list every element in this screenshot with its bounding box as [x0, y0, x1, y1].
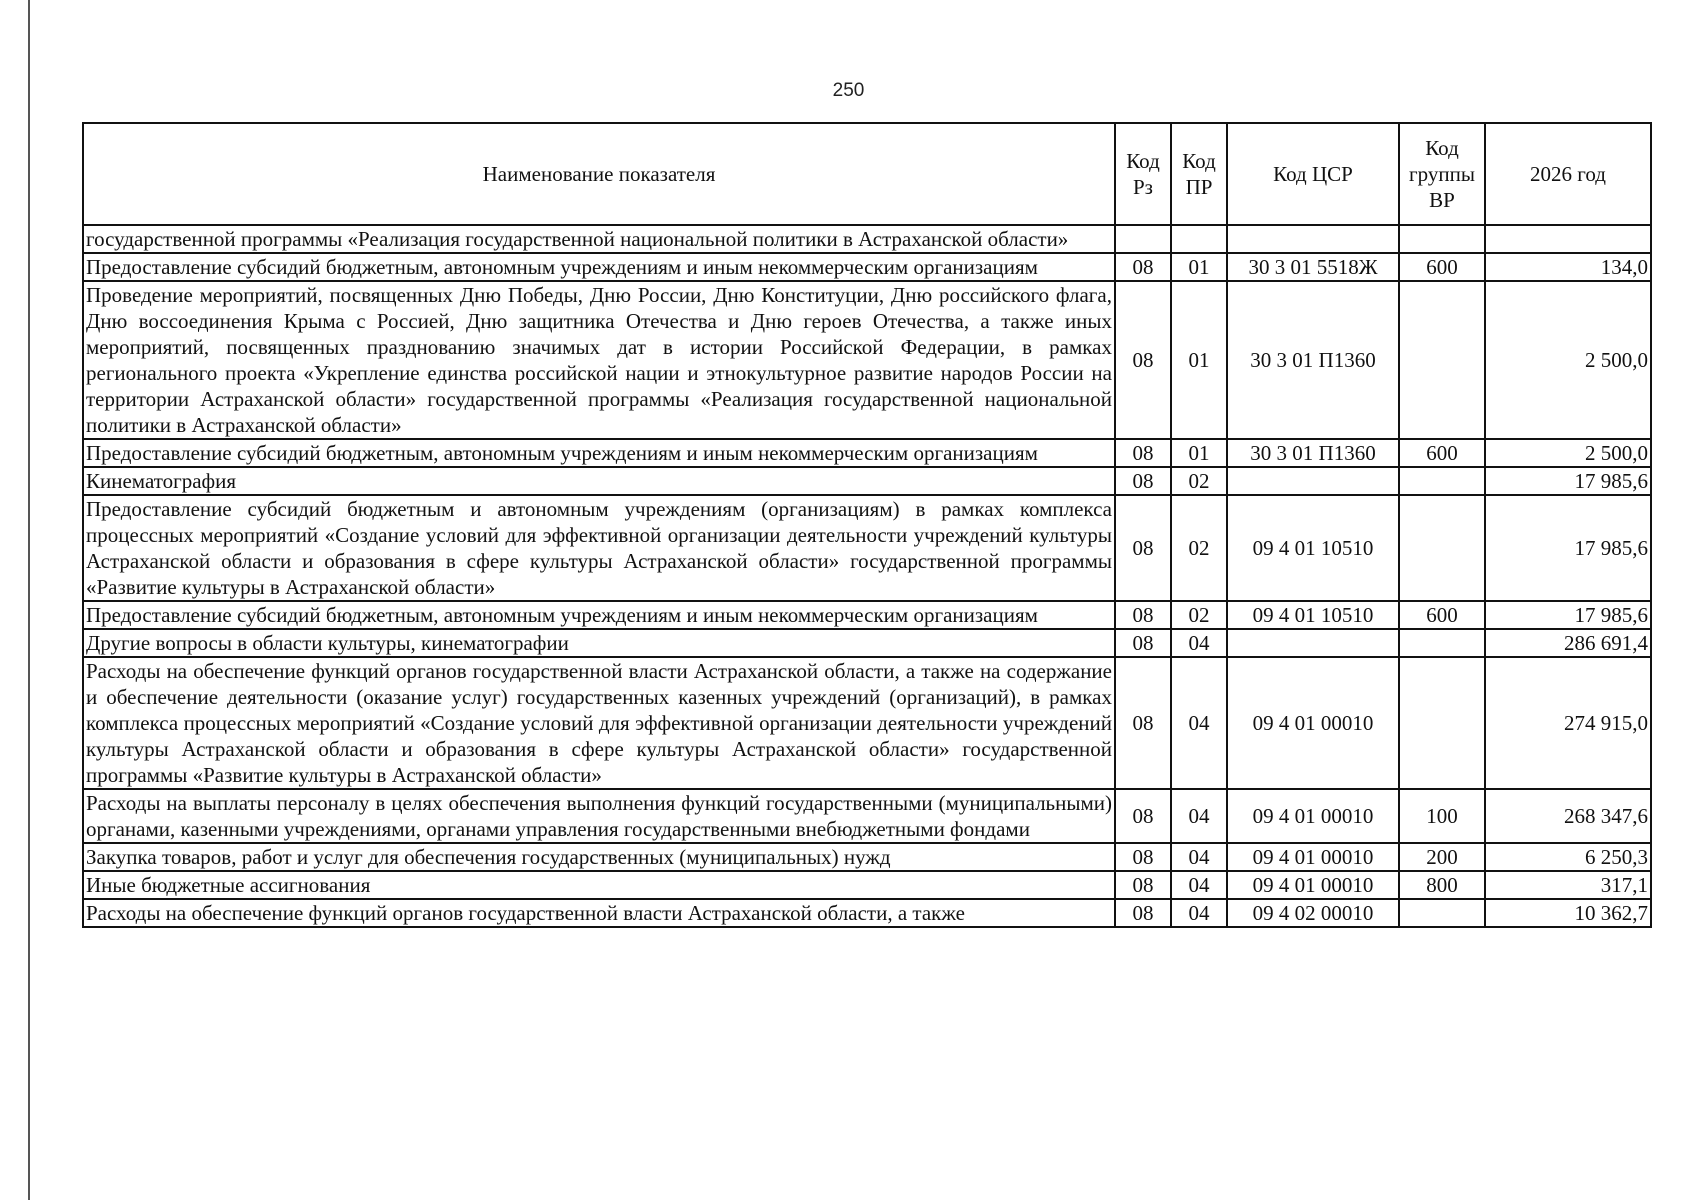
table-row — [83, 899, 1651, 927]
cell-name: Расходы на обеспечение функций органов государственной власти Астраханской области, а также — [83, 899, 1115, 927]
cell-sum: 6 250,3 — [1485, 843, 1651, 871]
header-vr: Код группы ВР — [1399, 123, 1485, 225]
table-row — [83, 629, 1651, 657]
cell-vr: 200 — [1399, 843, 1485, 871]
cell-pr: 04 — [1171, 871, 1227, 899]
cell-name: Предоставление субсидий бюджетным и автономным учреждениям (организациям) в рамках комплекса процессных мероприятий «Создание условий для эффективной организации деятельности учреждений культуры Астраханской области и образования в сфере культуры Астраханской области» государственной программы «Развитие культуры в Астраханской области» — [83, 495, 1115, 601]
cell-rz: 08 — [1115, 601, 1171, 629]
cell-pr: 04 — [1171, 899, 1227, 927]
cell-name: Расходы на выплаты персоналу в целях обеспечения выполнения функций государственными (муниципальными) органами, казенными учреждениями, органами управления государственными внебюджетными фондами — [83, 789, 1115, 843]
cell-rz: 08 — [1115, 281, 1171, 439]
cell-rz: 08 — [1115, 789, 1171, 843]
cell-rz: 08 — [1115, 899, 1171, 927]
cell-pr — [1171, 225, 1227, 253]
cell-csr: 09 4 01 10510 — [1227, 601, 1399, 629]
cell-rz: 08 — [1115, 495, 1171, 601]
cell-vr: 600 — [1399, 601, 1485, 629]
cell-sum: 17 985,6 — [1485, 495, 1651, 601]
cell-csr — [1227, 225, 1399, 253]
cell-csr — [1227, 467, 1399, 495]
cell-sum: 17 985,6 — [1485, 467, 1651, 495]
cell-name: Кинематография — [83, 467, 1115, 495]
header-year: 2026 год — [1485, 123, 1651, 225]
cell-rz — [1115, 225, 1171, 253]
cell-sum: 2 500,0 — [1485, 439, 1651, 467]
cell-sum: 17 985,6 — [1485, 601, 1651, 629]
cell-sum: 268 347,6 — [1485, 789, 1651, 843]
cell-csr: 30 3 01 5518Ж — [1227, 253, 1399, 281]
cell-name: Предоставление субсидий бюджетным, автономным учреждениям и иным некоммерческим организациям — [83, 253, 1115, 281]
cell-rz: 08 — [1115, 657, 1171, 789]
cell-vr: 800 — [1399, 871, 1485, 899]
cell-sum: 10 362,7 — [1485, 899, 1651, 927]
cell-rz: 08 — [1115, 253, 1171, 281]
header-csr: Код ЦСР — [1227, 123, 1399, 225]
table-row — [83, 467, 1651, 495]
cell-vr: 600 — [1399, 253, 1485, 281]
cell-vr — [1399, 629, 1485, 657]
cell-pr: 02 — [1171, 495, 1227, 601]
cell-sum: 317,1 — [1485, 871, 1651, 899]
cell-name: Проведение мероприятий, посвященных Дню Победы, Дню России, Дню Конституции, Дню российского флага, Дню воссоединения Крыма с Россией, Дню защитника Отечества и Дню героев Отечества, а также иных мероприятий, посвященных празднованию значимых дат в истории Российской Федерации, в рамках регионального проекта «Укрепление единства российской нации и этнокультурное развитие народов России на территории Астраханской области» государственной программы «Реализация государственной национальной политики в Астраханской области» — [83, 281, 1115, 439]
table-row — [83, 495, 1651, 601]
cell-pr: 01 — [1171, 281, 1227, 439]
cell-csr — [1227, 629, 1399, 657]
page-number: 250 — [832, 80, 865, 101]
cell-csr: 09 4 01 00010 — [1227, 789, 1399, 843]
cell-pr: 04 — [1171, 657, 1227, 789]
cell-vr — [1399, 225, 1485, 253]
cell-csr: 09 4 01 00010 — [1227, 657, 1399, 789]
table-row — [83, 601, 1651, 629]
cell-csr: 30 3 01 П1360 — [1227, 439, 1399, 467]
cell-rz: 08 — [1115, 467, 1171, 495]
cell-pr: 04 — [1171, 843, 1227, 871]
table-row — [83, 657, 1651, 789]
cell-name: Расходы на обеспечение функций органов государственной власти Астраханской области, а также на содержание и обеспечение деятельности (оказание услуг) государственных казенных учреждений (организаций), в рамках комплекса процессных мероприятий «Создание условий для эффективной организации деятельности учреждений культуры Астраханской области и образования в сфере культуры Астраханской области» государственной программы «Развитие культуры в Астраханской области» — [83, 657, 1115, 789]
cell-pr: 02 — [1171, 601, 1227, 629]
cell-csr: 09 4 01 00010 — [1227, 871, 1399, 899]
header-rz: Код Рз — [1115, 123, 1171, 225]
cell-name: Предоставление субсидий бюджетным, автономным учреждениям и иным некоммерческим организациям — [83, 601, 1115, 629]
table-row — [83, 871, 1651, 899]
cell-name: Закупка товаров, работ и услуг для обеспечения государственных (муниципальных) нужд — [83, 843, 1115, 871]
table-header-row — [83, 123, 1651, 225]
cell-sum: 286 691,4 — [1485, 629, 1651, 657]
header-name: Наименование показателя — [83, 123, 1115, 225]
cell-pr: 02 — [1171, 467, 1227, 495]
table-row — [83, 439, 1651, 467]
cell-sum: 134,0 — [1485, 253, 1651, 281]
cell-sum: 274 915,0 — [1485, 657, 1651, 789]
cell-pr: 01 — [1171, 253, 1227, 281]
cell-pr: 01 — [1171, 439, 1227, 467]
budget-table — [82, 122, 1652, 928]
cell-vr: 100 — [1399, 789, 1485, 843]
cell-sum: 2 500,0 — [1485, 281, 1651, 439]
table-row — [83, 253, 1651, 281]
cell-sum — [1485, 225, 1651, 253]
table-row — [83, 225, 1651, 253]
cell-rz: 08 — [1115, 629, 1171, 657]
cell-vr — [1399, 281, 1485, 439]
left-margin-line — [28, 0, 30, 1200]
cell-vr — [1399, 467, 1485, 495]
table-row — [83, 281, 1651, 439]
cell-vr: 600 — [1399, 439, 1485, 467]
cell-vr — [1399, 657, 1485, 789]
cell-csr: 09 4 02 00010 — [1227, 899, 1399, 927]
cell-name: Другие вопросы в области культуры, кинематографии — [83, 629, 1115, 657]
cell-csr: 09 4 01 10510 — [1227, 495, 1399, 601]
table-row — [83, 789, 1651, 843]
table-row — [83, 843, 1651, 871]
cell-csr: 09 4 01 00010 — [1227, 843, 1399, 871]
cell-name: Предоставление субсидий бюджетным, автономным учреждениям и иным некоммерческим организациям — [83, 439, 1115, 467]
cell-vr — [1399, 495, 1485, 601]
cell-pr: 04 — [1171, 789, 1227, 843]
header-pr: Код ПР — [1171, 123, 1227, 225]
cell-name: государственной программы «Реализация государственной национальной политики в Астраханской области» — [83, 225, 1115, 253]
cell-rz: 08 — [1115, 843, 1171, 871]
cell-csr: 30 3 01 П1360 — [1227, 281, 1399, 439]
cell-rz: 08 — [1115, 871, 1171, 899]
cell-pr: 04 — [1171, 629, 1227, 657]
cell-vr — [1399, 899, 1485, 927]
cell-rz: 08 — [1115, 439, 1171, 467]
cell-name: Иные бюджетные ассигнования — [83, 871, 1115, 899]
